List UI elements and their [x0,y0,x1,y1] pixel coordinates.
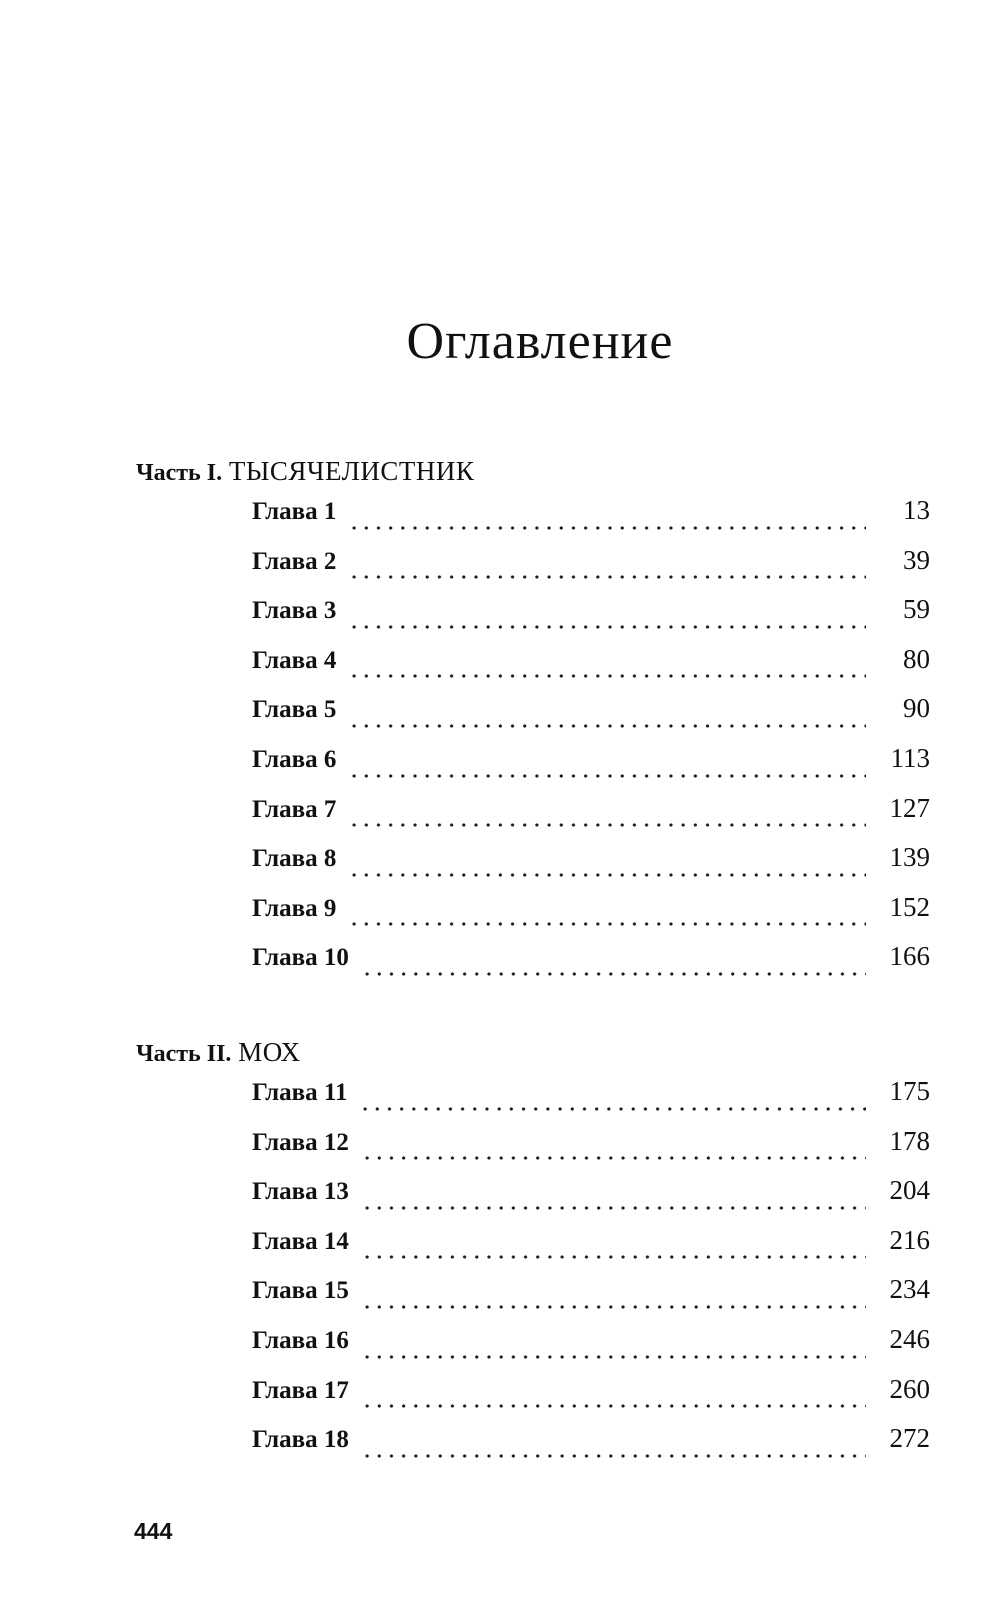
part-heading-1 [136,456,474,487]
toc-entry [252,1076,930,1126]
dot-leader [348,806,866,828]
dot-leader [359,1090,866,1112]
toc-entry [252,892,930,942]
toc-entry [252,594,930,644]
chapter-title: Глава 6 [252,745,337,773]
chapter-title: Глава 3 [252,597,337,625]
chapter-title: Глава 13 [252,1178,349,1206]
page-ref: 216 [889,1224,930,1255]
toc-entry [252,1225,930,1275]
page-ref: 80 [903,643,930,674]
toc-entry [252,693,930,743]
dot-leader [348,856,866,878]
page-ref: 59 [903,594,930,625]
part-name: ТЫСЯЧЕЛИСТНИК [228,456,475,486]
toc-entry [252,1126,930,1176]
page-ref: 166 [889,941,930,972]
chapter-title: Глава 5 [252,696,337,724]
dot-leader [361,1288,866,1310]
chapter-title: Глава 12 [252,1128,349,1156]
toc-entry [252,495,930,545]
chapter-title: Глава 4 [252,646,337,674]
dot-leader [361,955,866,977]
dot-leader [348,558,866,580]
part-label: Часть I. [136,460,223,486]
part-heading-2 [136,1037,301,1068]
dot-leader [348,707,866,729]
chapter-title: Глава 18 [252,1426,349,1454]
toc-entry [252,1423,930,1473]
page-ref: 13 [903,495,930,525]
dot-leader [361,1437,866,1459]
page-ref: 127 [889,792,930,823]
page-ref: 90 [903,693,930,724]
page-ref: 204 [889,1175,930,1206]
page-ref: 139 [889,842,930,873]
page-number: 444 [134,1518,173,1544]
page-ref: 246 [889,1323,930,1354]
page-ref: 260 [889,1373,930,1404]
chapter-title: Глава 7 [252,795,337,823]
page-ref: 234 [889,1274,930,1305]
toc-entry [252,743,930,793]
dot-leader [361,1139,866,1161]
chapter-title: Глава 14 [252,1227,349,1255]
dot-leader [348,657,866,679]
dot-leader [348,905,866,927]
part-name: МОХ [238,1037,301,1067]
page-title: Оглавление [406,313,674,370]
toc-entry [252,1374,930,1424]
chapter-title: Глава 2 [252,547,337,575]
page-ref: 175 [889,1076,930,1106]
page-ref: 152 [889,891,930,922]
page-ref: 113 [890,742,930,773]
toc-entry [252,644,930,694]
chapter-title: Глава 10 [252,944,349,972]
toc-entry [252,842,930,892]
part-label: Часть II. [136,1041,232,1067]
page-ref: 178 [889,1125,930,1156]
page-ref: 272 [889,1423,930,1454]
chapter-title: Глава 11 [252,1079,348,1106]
dot-leader [348,757,866,779]
chapter-title: Глава 15 [252,1277,349,1305]
dot-leader [348,509,866,531]
chapter-title: Глава 17 [252,1376,349,1404]
toc-entry [252,793,930,843]
toc-entry [252,545,930,595]
toc-entry [252,1324,930,1374]
dot-leader [361,1189,866,1211]
page-ref: 39 [903,544,930,575]
chapter-title: Глава 9 [252,894,337,922]
dot-leader [348,608,866,630]
toc-list-part-2 [252,1076,930,1473]
chapter-title: Глава 1 [252,498,337,525]
toc-list-part-1 [252,495,930,991]
chapter-title: Глава 16 [252,1326,349,1354]
dot-leader [361,1238,866,1260]
dot-leader [361,1387,866,1409]
toc-entry [252,1274,930,1324]
toc-entry [252,1175,930,1225]
toc-entry [252,941,930,991]
chapter-title: Глава 8 [252,845,337,873]
dot-leader [361,1338,866,1360]
